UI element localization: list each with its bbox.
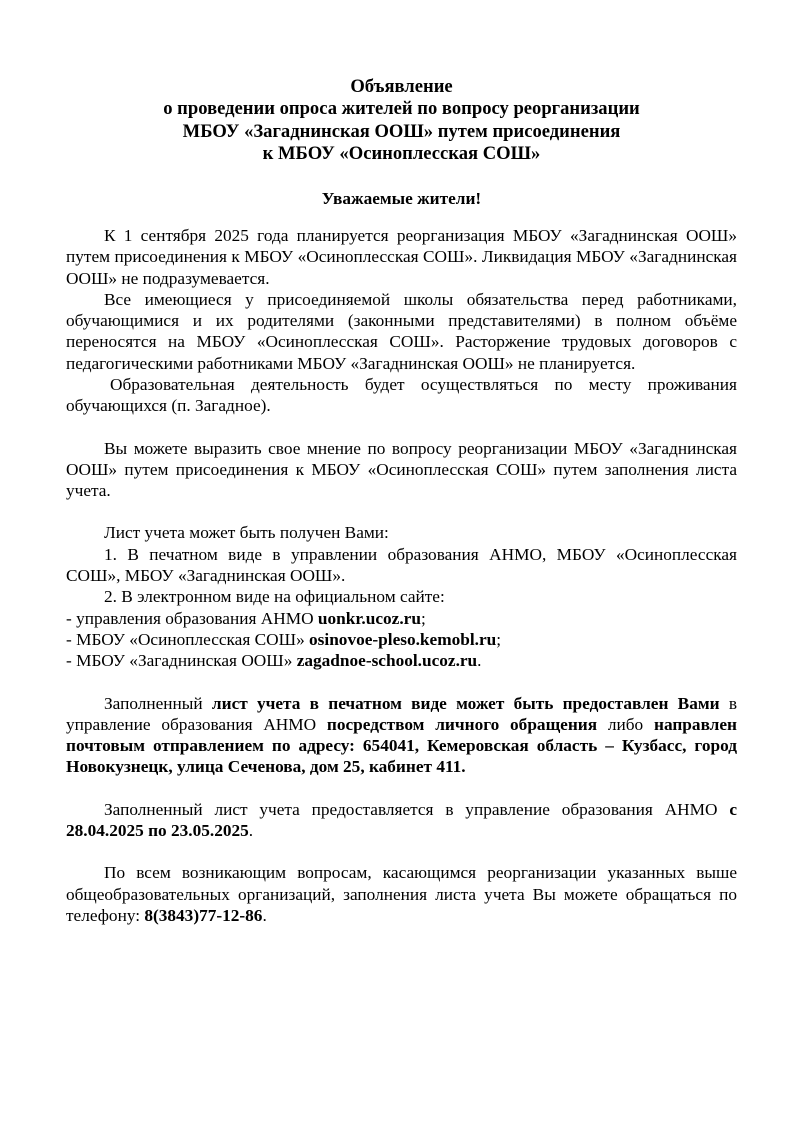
postal-address: направлен почтовым отправлением по адресу: 654041, Кемеровская область – Кузбасс, город Новокузнецк, улица Сеченова, дом 25, кабинет 411. <box>66 714 737 777</box>
list-intro: Лист учета может быть получен Вами: <box>104 523 389 543</box>
paragraph-submission: Заполненный лист учета в печатном виде может быть предоставлен Вами в управление образования АНМО посредством личного обращения либо направлен почтовым отправлением по адресу: 654041, Кемеровская область – Кузбасс, город Новокузнецк, улица Сеченова, дом 25, кабинет 411. <box>66 693 738 777</box>
paragraph-contact: По всем возникающим вопросам, касающимся реорганизации указанных выше общеобразовательных организаций, заполнения листа учета Вы можете обращаться по телефону: 8(3843)77-12-86. <box>66 863 737 925</box>
site-link-uonkr[interactable]: uonkr.ucoz.ru <box>317 608 421 628</box>
paragraph-education-location: Образовательная деятельность будет осуществляться по месту проживания обучающихся (п. Загадное). <box>66 375 737 416</box>
contact-phone: 8(3843)77-12-86 <box>144 905 263 925</box>
title-line-1: Объявление <box>350 76 453 97</box>
paragraph-opinion: Вы можете выразить свое мнение по вопросу реорганизации МБОУ «Загаднинская ООШ» путем присоединения к МБОУ «Осиноплесская СОШ» путем заполнения листа учета. <box>66 438 737 501</box>
document-title <box>66 76 737 166</box>
paragraph-obligations: Все имеющиеся у присоединяемой школы обязательства перед работниками, обучающимися и их родителями (законными представителями) в полном объёме переносятся на МБОУ «Осиноплесская СОШ». Расторжение трудовых договоров с педагогическими работниками МБОУ «Загаднинская ООШ» не планируется. <box>66 289 737 373</box>
site-line-osinovoe: - МБОУ «Осиноплесская СОШ» osinovoe-pleso.kemobl.ru; <box>66 629 502 649</box>
deadline-dates: с 28.04.2025 по 23.05.2025 <box>66 799 737 841</box>
title-line-2: о проведении опроса жителей по вопросу реорганизации <box>163 98 640 120</box>
site-line-zagadnoe: - МБОУ «Загаднинская ООШ» zagadnoe-school.ucoz.ru. <box>66 651 482 671</box>
greeting: Уважаемые жители! <box>321 188 482 208</box>
title-line-4: к МБОУ «Осиноплесская СОШ» <box>262 143 541 165</box>
document-page <box>66 76 737 926</box>
list-item-electronic: 2. В электронном виде на официальном сайте: <box>104 587 445 607</box>
list-item-print: 1. В печатном виде в управлении образования АНМО, МБОУ «Осиноплесская СОШ», МБОУ «Загаднинская ООШ». <box>66 544 737 586</box>
title-line-3: МБОУ «Загаднинская ООШ» путем присоединения <box>182 120 621 142</box>
site-link-osinovoe[interactable]: osinovoe-pleso.kemobl.ru <box>309 629 497 649</box>
site-prefix: - МБОУ «Осиноплесская СОШ» <box>66 629 310 649</box>
site-line-uonkr: - управления образования АНМО uonkr.ucoz.ru; <box>66 608 426 628</box>
site-prefix: - МБОУ «Загаднинская ООШ» <box>66 651 297 671</box>
paragraph-reorganization: К 1 сентября 2025 года планируется реорганизация МБОУ «Загаднинская ООШ» путем присоединения к МБОУ «Осиноплесская СОШ». Ликвидация МБОУ «Загаднинская ООШ» не подразумевается. <box>66 225 737 288</box>
site-prefix: - управления образования АНМО <box>66 608 318 628</box>
paragraph-deadline: Заполненный лист учета предоставляется в управление образования АНМО с 28.04.2025 по 23.05.2025. <box>66 799 737 841</box>
site-link-zagadnoe[interactable]: zagadnoe-school.ucoz.ru <box>296 651 478 671</box>
